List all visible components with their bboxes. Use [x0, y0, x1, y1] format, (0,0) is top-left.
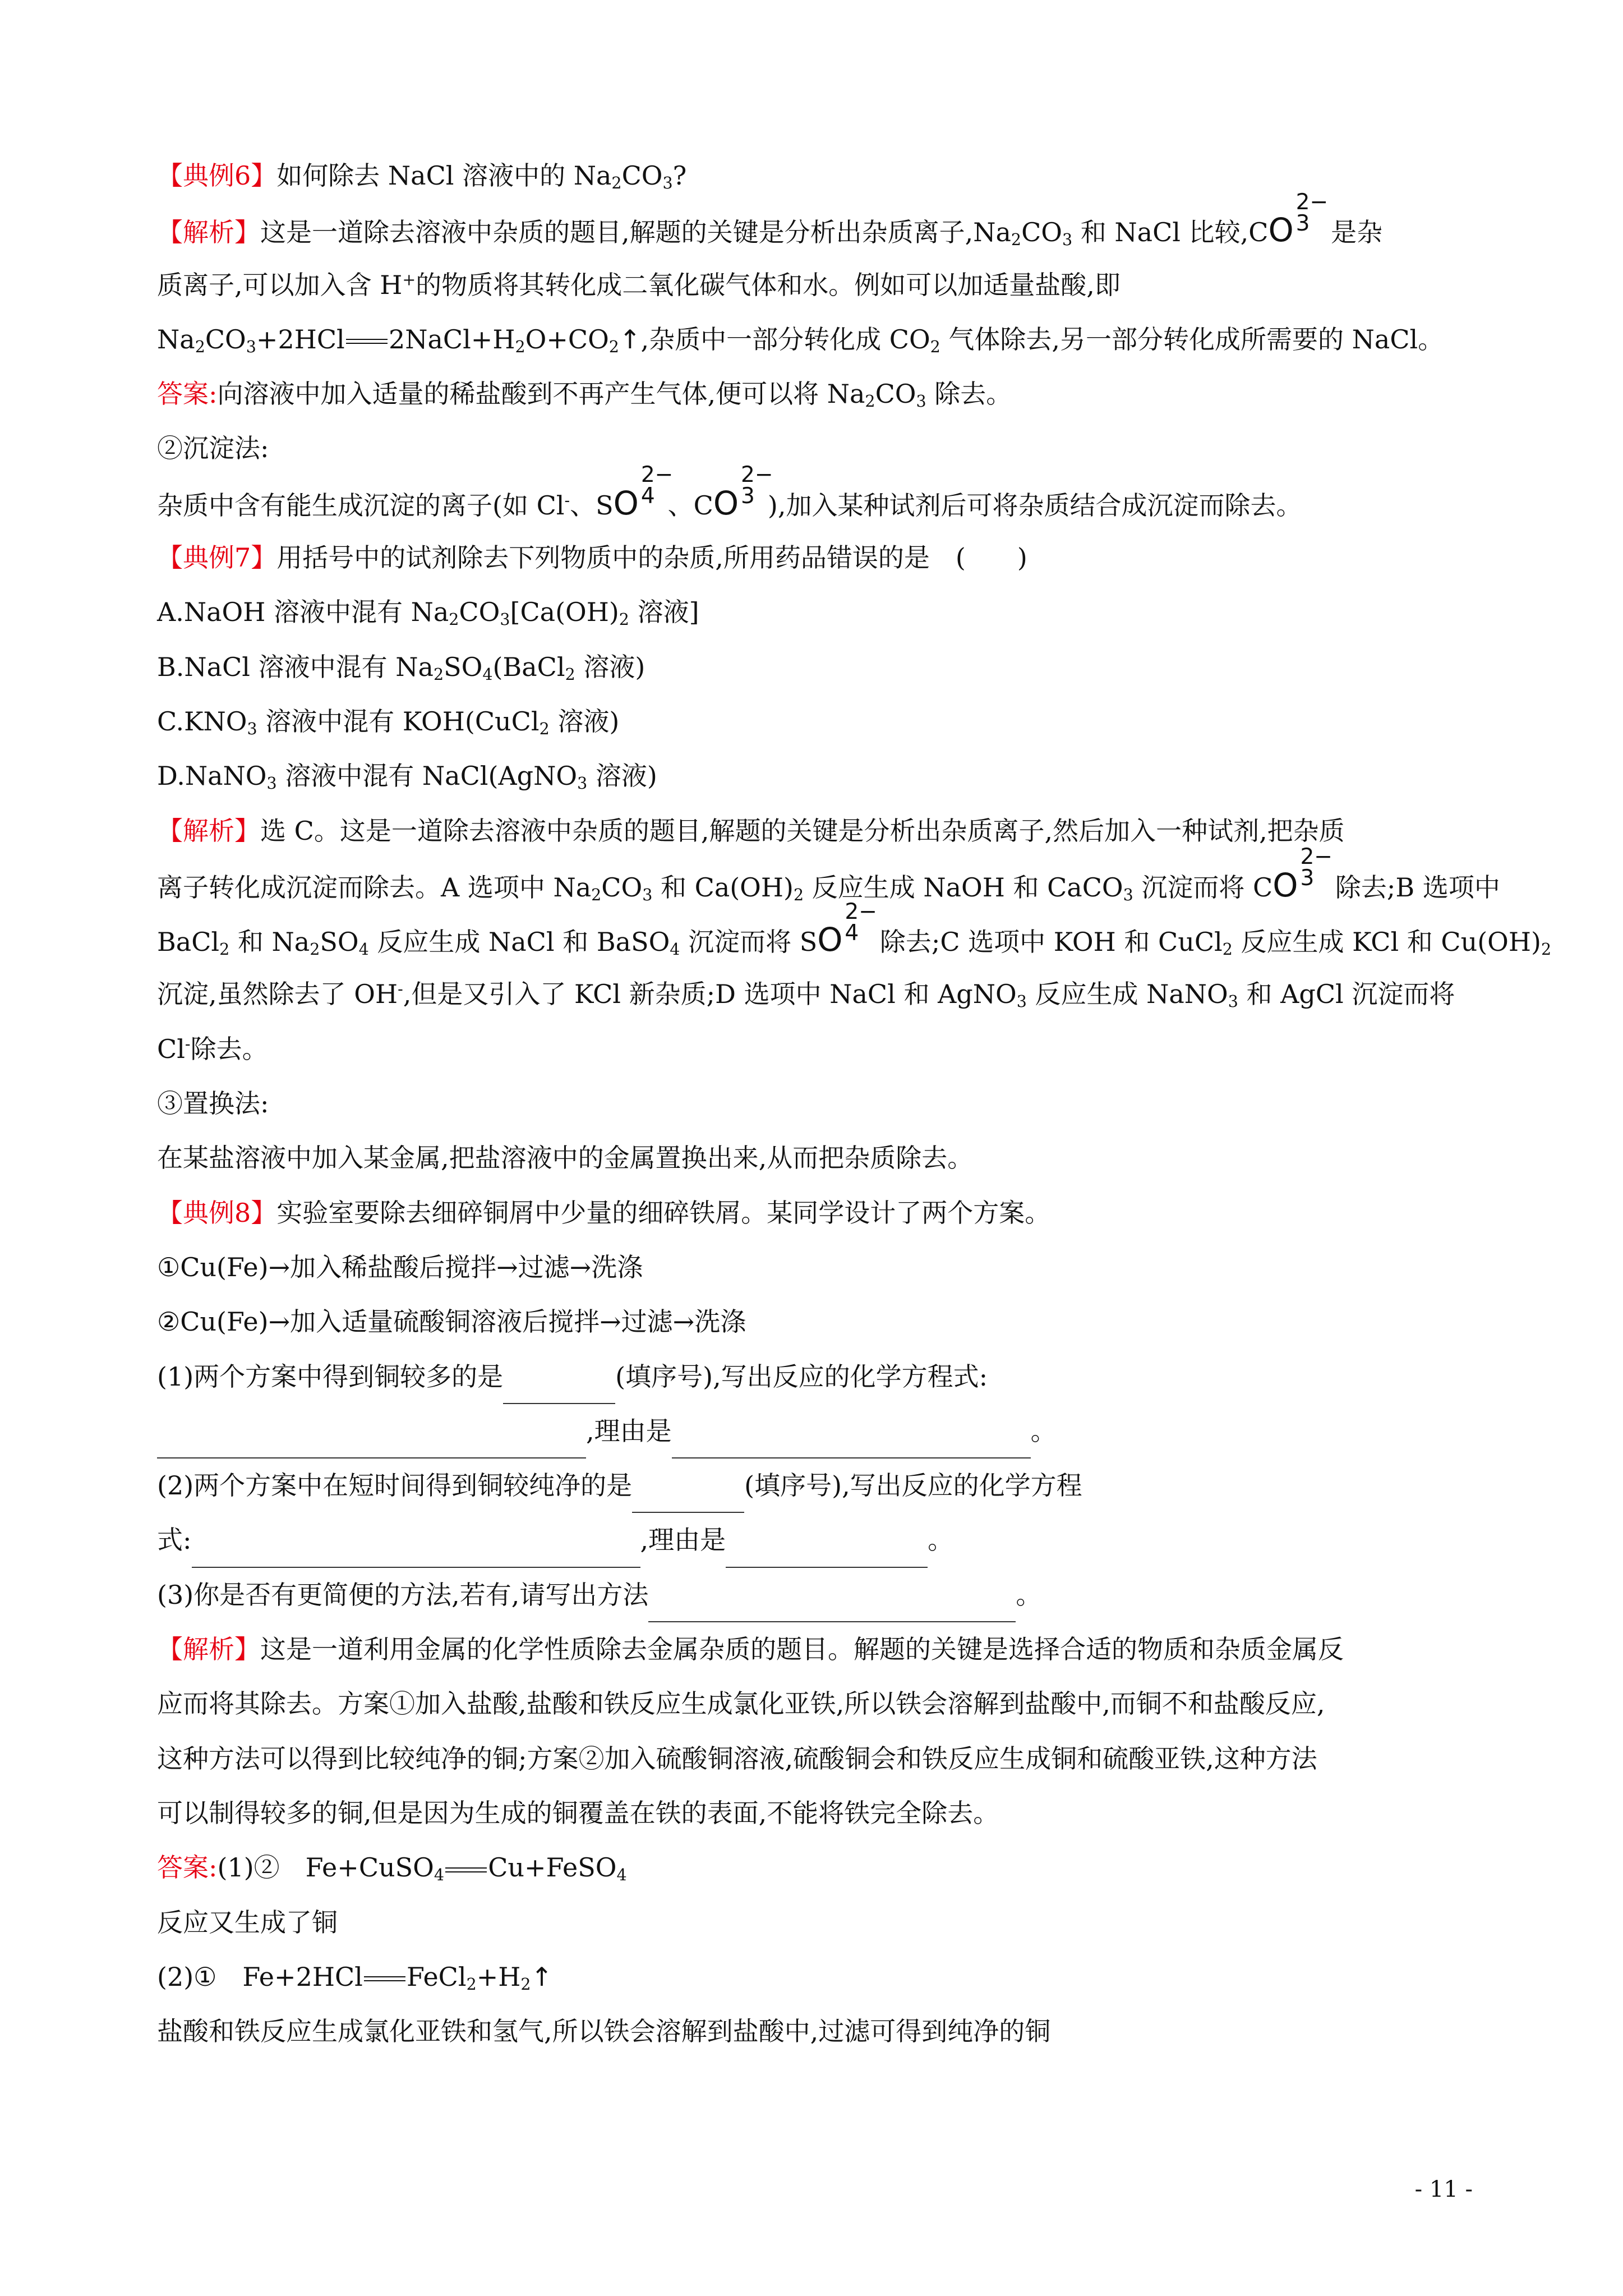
answer-blank: [157, 1430, 586, 1458]
analysis-tag: 【解析】: [157, 815, 260, 846]
example-6-answer: 答案:向溶液中加入适量的稀盐酸到不再产生气体,便可以将 $Na_2CO_3$ 除去。: [157, 379, 1012, 411]
ion-formula: O 2− 3: [1272, 844, 1333, 904]
example-8-analysis-line-3: 这种方法可以得到比较纯净的铜;方案②加入硫酸铜溶液,硫酸铜会和铁反应生成铜和硫酸亚铁,这种方法: [157, 1743, 1317, 1774]
example-8-analysis-line-2: 应而将其除去。方案①加入盐酸,盐酸和铁反应生成氯化亚铁,所以铁会溶解到盐酸中,而铜不和盐酸反应,: [157, 1688, 1325, 1719]
example-7-option-d: D.NaNO$_3$ 溶液中混有 NaCl(AgNO$_3$ 溶液): [157, 761, 657, 793]
example-6-analysis-line-2: 质离子,可以加入含 H+的物质将其转化成二氧化碳气体和水。例如可以加适量盐酸,即: [157, 269, 1121, 300]
example-8-plan-2: ②Cu(Fe)→加入适量硫酸铜溶液后搅拌→过滤→洗涤: [157, 1306, 746, 1337]
answer-blank: [503, 1376, 615, 1404]
ion-formula: O 2− 3: [1268, 189, 1329, 250]
example-7-analysis-line-4: 沉淀,虽然除去了 OH-,但是又引入了 KCl 新杂质;D 选项中 NaCl 和 AgNO$_3$ 反应生成 NaNO$_3$ 和 AgCl 沉淀而将: [157, 979, 1455, 1011]
ion-formula: O 2− 4: [613, 462, 674, 522]
example-tag: 【典例7】: [157, 542, 277, 573]
example-7-analysis-line-2: 离子转化成沉淀而除去。A 选项中 $Na_2CO_3$ 和 $Ca(OH)_2$ 反应生成 NaOH 和 CaCO$_3$ 沉淀而将 CO 2− 3 除去;B 选项中: [157, 844, 1500, 904]
example-7-question: 【典例7】用括号中的试剂除去下列物质中的杂质,所用药品错误的是 ( ): [157, 542, 1027, 573]
example-8-question-3: (3)你是否有更简便的方法,若有,请写出方法 。: [157, 1568, 1481, 1622]
answer-blank: [192, 1539, 640, 1567]
example-8-question-1: (1)两个方案中得到铜较多的是 (填序号),写出反应的化学方程式:: [157, 1350, 1481, 1404]
example-8-answer-2-reason: 盐酸和铁反应生成氯化亚铁和氢气,所以铁会溶解到盐酸中,过滤可得到纯净的铜: [157, 2016, 1051, 2047]
answer-blank: [726, 1539, 928, 1567]
gas-arrow-icon: ↑: [619, 324, 641, 355]
gas-arrow-icon: ↑: [531, 1961, 553, 1992]
example-7-option-a: A.NaOH 溶液中混有 $Na_2CO_3[Ca(OH)_2$ 溶液]: [157, 597, 699, 629]
analysis-tag: 【解析】: [157, 1634, 260, 1665]
method-3-description: 在某盐溶液中加入某金属,把盐溶液中的金属置换出来,从而把杂质除去。: [157, 1143, 974, 1174]
analysis-tag: 【解析】: [157, 217, 260, 248]
example-6-analysis-line-3: $Na_2CO_3+2HCl$ $2NaCl+H_2O+CO_2↑$,杂质中一部分转化成 $CO_2$ 气体除去,另一部分转化成所需要的 NaCl。: [157, 324, 1444, 357]
example-8-question-2-blanks: 式: ,理由是 。: [157, 1513, 1481, 1567]
example-8-question-1-blanks: ,理由是 。: [157, 1404, 1481, 1458]
page-content: [157, 149, 1552, 2059]
example-7-option-b: B.NaCl 溶液中混有 $Na_2SO_4(BaCl_2$ 溶液): [157, 651, 645, 684]
page-number: - 11 -: [1414, 2177, 1473, 2202]
example-8-analysis-line-4: 可以制得较多的铜,但是因为生成的铜覆盖在铁的表面,不能将铁完全除去。: [157, 1797, 999, 1828]
example-8-question: 【典例8】实验室要除去细碎铜屑中少量的细碎铁屑。某同学设计了两个方案。: [157, 1197, 1051, 1228]
answer-blank: [648, 1594, 1016, 1622]
example-8-analysis-line-1: 【解析】这是一道利用金属的化学性质除去金属杂质的题目。解题的关键是选择合适的物质和杂质金属反: [157, 1634, 1344, 1665]
example-6-analysis-line-1: 【解析】这是一道除去溶液中杂质的题目,解题的关键是分析出杂质离子$,Na_2CO_3$ 和 NaCl 比较,CO 2− 3 是杂: [157, 189, 1383, 250]
example-8-answer-1-reason: 反应又生成了铜: [157, 1907, 338, 1938]
answer-blank: [672, 1430, 1031, 1458]
answer-blank: [632, 1485, 744, 1513]
example-tag: 【典例8】: [157, 1197, 277, 1228]
example-7-analysis-line-5: Cl-除去。: [157, 1033, 268, 1064]
equals-sign: [364, 1976, 405, 1981]
example-8-answer-1: 答案:(1)② Fe+CuSO$_4$ Cu+FeSO$_4$: [157, 1852, 627, 1885]
example-8-answer-2: (2)① Fe+2HCl $FeCl_2+H_2↑$: [157, 1961, 553, 1994]
method-3-title: ③置换法:: [157, 1088, 269, 1119]
answer-label: 答案:: [157, 1852, 218, 1883]
example-7-analysis-line-3: BaCl$_2$ 和 $Na_2SO_4$ 反应生成 NaCl 和 BaSO$_4$ 沉淀而将 SO 2− 4 除去;C 选项中 KOH 和 CuCl$_2$ 反应生成 KCl 和 $Cu(OH)_2$: [157, 899, 1552, 959]
method-2-title: ②沉淀法:: [157, 433, 269, 464]
ion-formula: O 2− 4: [817, 899, 877, 959]
example-tag: 【典例6】: [157, 160, 277, 191]
example-7-option-c: $C.KNO_3$ 溶液中混有 KOH(CuCl$_2$ 溶液): [157, 706, 620, 739]
example-6-question: 【典例6】如何除去 NaCl 溶液中的 $Na_2CO_3$?: [157, 160, 687, 193]
example-8-question-2: (2)两个方案中在短时间得到铜较纯净的是 (填序号),写出反应的化学方程: [157, 1458, 1481, 1513]
example-8-plan-1: ①Cu(Fe)→加入稀盐酸后搅拌→过滤→洗涤: [157, 1251, 643, 1282]
example-7-analysis-line-1: 【解析】选 C。这是一道除去溶液中杂质的题目,解题的关键是分析出杂质离子,然后加入一种试剂,把杂质: [157, 815, 1345, 846]
equals-sign: [346, 339, 388, 344]
answer-label: 答案:: [157, 379, 218, 409]
equals-sign: [445, 1867, 487, 1872]
ion-formula: O 2− 3: [713, 462, 773, 522]
method-2-description: 杂质中含有能生成沉淀的离子(如 Cl-、SO 2− 4 、CO 2− 3 ),加入某种试剂后可将杂质结合成沉淀而除去。: [157, 462, 1302, 522]
